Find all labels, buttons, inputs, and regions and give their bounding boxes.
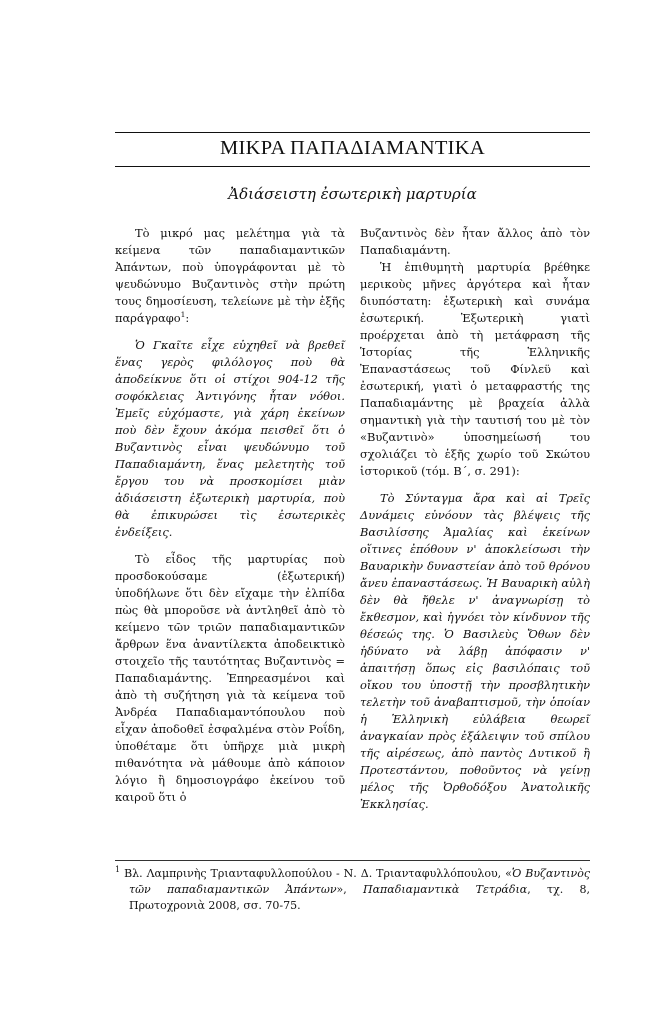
footnote-text-a: Βλ. Λαμπρινὴς Τριανταφυλλοπούλου - Ν. Δ. Τριανταφυλλόπουλου, «: [124, 867, 512, 880]
footnote-reference[interactable]: 1: [180, 310, 186, 320]
footnote: [115, 866, 590, 914]
paragraph-1: [115, 225, 345, 327]
section-rule: [115, 166, 590, 167]
footnote-article-title: Ὁ Βυζαντινὸς τῶν παπαδιαμαντικῶν Ἀπάντων: [129, 867, 591, 896]
paragraph-2: Τὸ εἶδος τῆς μαρτυρίας ποὺ προσδοκούσαμε (ἐξωτερική) ὑποδήλωνε ὅτι δὲν εἴχαμε τὴν ἐλπίδα πὼς θὰ μποροῦσε νὰ ἀντληθεῖ ἀπὸ τὸ κείμενο τῶν τριῶν παπαδιαμαντικῶν ἄρθρων ἕνα ἀναντίλεκτα ἀποδεικτικὸ στοιχεῖο τῆς ταυτότητας Βυζαντινὸς = Παπαδιαμάντης. Ἐπηρεασμένοι καὶ ἀπὸ τὴ συζήτηση γιὰ τὰ κείμενα τοῦ Ἀνδρέα Παπαδιαμαντόπουλου ποὺ εἶχαν ἀποδοθεῖ ἐσφαλμένα στὸν Ροΐδη, ὑποθέταμε ὅτι ὑπῆρχε μιὰ μικρὴ πιθανότητα νὰ μάθουμε ἀπὸ κάποιον λόγιο ἢ δημοσιογράφο ἐκείνου τοῦ καιροῦ ὅτι ὁ: [115, 552, 345, 804]
goethe-quote: Ὁ Γκαῖτε εἶχε εὐχηθεῖ νὰ βρεθεῖ ἕνας γερὸς φιλόλογος ποὺ θὰ ἀποδείκνυε ὅτι οἱ στίχοι 904-12 τῆς σοφόκλειας Ἀντιγόνης ἦταν νόθοι. Ἐμεῖς εὐχόμαστε, γιὰ χάρη ἐκείνων ποὺ δὲν ἔχουν ἀκόμα πεισθεῖ ὅτι ὁ Βυζαντινὸς εἶναι ψευδώνυμο τοῦ Παπαδιαμάντη, ἕνας μελετητὴς τοῦ ἔργου του νὰ προσκομίσει μιὰν ἀδιάσειστη ἐξωτερικὴ μαρτυρία, ποὺ θὰ ἐπικυρώσει τὶς ἐσωτερικὲς ἐνδείξεις.: [115, 338, 345, 539]
right-column: [360, 225, 590, 813]
paragraph-3: Ἡ ἐπιθυμητὴ μαρτυρία βρέθηκε μερικοὺς μῆνες ἀργότερα καὶ ἦταν διυπόστατη: ἐξωτερικὴ καὶ συνάμα ἐσωτερική. Ἐξωτερικὴ γιατὶ προέρχεται ἀπὸ τὴ μετάφραση τῆς Ἱστορίας τῆς Ἑλληνικῆς Ἐπαναστάσεως τοῦ Φίνλεϋ καὶ ἐσωτερική, γιατὶ ὁ μεταφραστής της Παπαδιαμάντης μὲ βραχεία ἀλλὰ σημαντικὴ γιὰ τὴν ταυτισή του μὲ τὸν «Βυζαντινὸ» ὑποσημείωσή του σχολιάζει τὸ ἑξῆς χωρίο τοῦ Σκώτου ἱστορικοῦ (τόμ. Β΄, σ. 291):: [360, 260, 590, 478]
paragraph-2-continued: Βυζαντινὸς δὲν ἦταν ἄλλος ἀπὸ τὸν Παπαδιαμάντη.: [360, 226, 590, 257]
footnote-journal-title: Παπαδιαμαντικὰ Τετράδια: [363, 883, 528, 896]
section-title: ΜΙΚΡΑ ΠΑΠΑΔΙΑΜΑΝΤΙΚΑ: [219, 137, 486, 159]
left-column: [115, 225, 345, 806]
footnote-text-c: »,: [336, 883, 364, 896]
paragraph-1-end: :: [185, 311, 190, 325]
footnote-rule: [115, 860, 590, 861]
finlay-quote: Τὸ Σύνταγμα ἄρα καὶ αἱ Τρεῖς Δυνάμεις εὐνόουν τὰς βλέψεις τῆς Βασιλίσσης Ἀμαλίας καὶ ἐκείνων οἵτινες ἐπόθουν ν' ἀποκλείσωσι τὴν Βαυαρικὴν δυναστείαν ἀπὸ τοῦ θρόνου ἄνευ ἐπαναστάσεως. Ἡ Βαυαρικὴ αὐλὴ δὲν θὰ ἤθελε ν' ἀναγνωρίσῃ τὸ ἔκθεσμον, καὶ ἠγνόει τὸν κίνδυνον τῆς θέσεώς της. Ὁ Βασιλεὺς Ὄθων δὲν ἠδύνατο νὰ λάβῃ ἀπόφασιν ν' ἀπαιτήσῃ ὅπως εἰς βασιλόπαις τοῦ οἴκου του ὑποστῇ τὴν προσβλητικὴν τελετὴν τοῦ ἀναβαπτισμοῦ, τὴν ὁποίαν ἡ Ἑλληνικὴ εὐλάβεια θεωρεῖ ἀναγκαίαν πρὸς ἐξάλειψιν τοῦ σπίλου τῆς αἱρέσεως, ἀπὸ παντὸς Δυτικοῦ ἢ Προτεστάντου, ποθοῦντος νὰ γείνῃ μέλος τῆς Ὀρθοδόξου Ἀνατολικῆς Ἐκκλησίας.: [360, 491, 590, 811]
footnote-mark: 1: [115, 865, 121, 875]
top-rule: [115, 132, 590, 133]
article-title: Ἀδιάσειστη ἐσωτερικὴ μαρτυρία: [228, 185, 477, 203]
paragraph-1-text: Τὸ μικρό μας μελέτημα γιὰ τὰ κείμενα τῶν παπαδιαμαντικῶν Ἀπάντων, ποὺ ὑπογράφονται μὲ τὸ ψευδώνυμο Βυζαντινὸς στὴν πρώτη τους δημοσίευση, τελείωνε μὲ τὴν ἑξῆς παράγραφο: [115, 226, 345, 325]
footnote-text-e: , τχ. 8, Πρωτοχρονιὰ 2008, σσ. 70-75.: [129, 883, 590, 912]
